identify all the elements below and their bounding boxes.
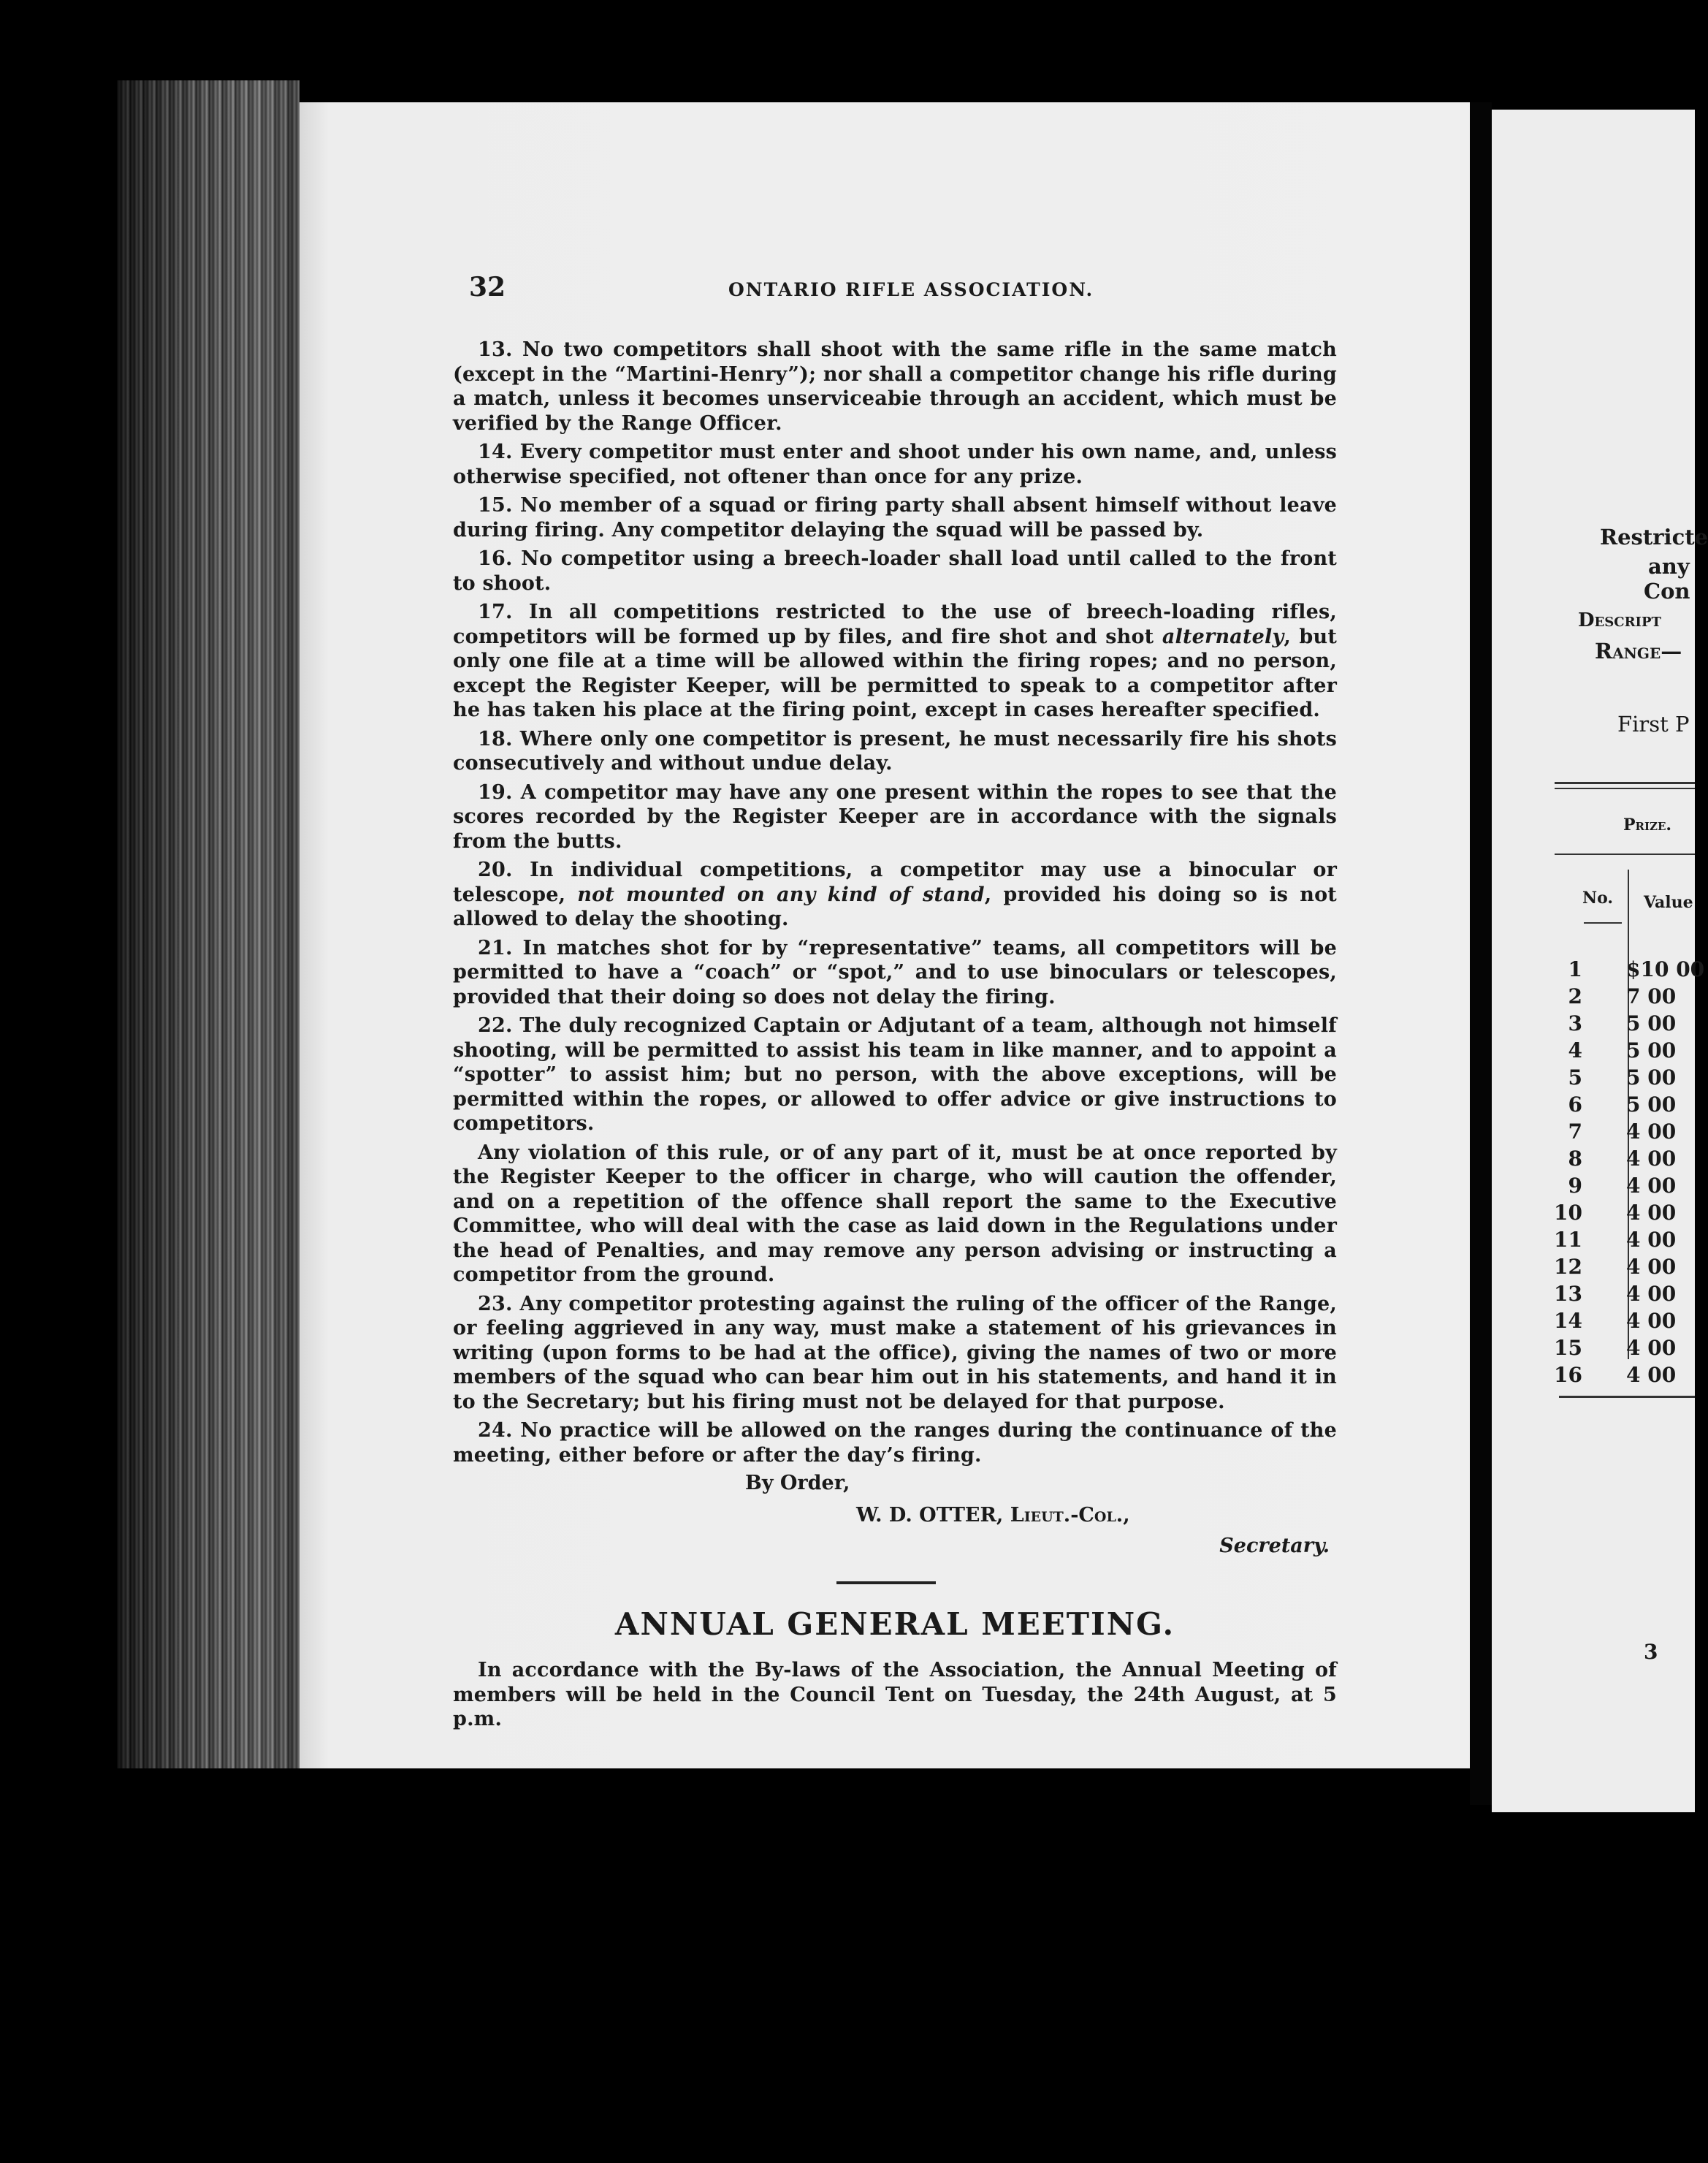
page-number: 32: [469, 272, 506, 303]
italic-phrase: not mounted on any kind of stand: [577, 883, 985, 906]
table-bottom-rule: [1559, 1396, 1695, 1398]
agm-text: In accordance with the By-laws of the Association, the Annual Meeting of members will be held in the Council Tent on Tuesday, the 24th August, at 5 p.m.: [453, 1659, 1337, 1730]
rule-paragraph: 18. Where only one competitor is present, he must necessarily fire his shots consecutively and without undue delay.: [453, 727, 1337, 775]
table-no-underline: [1584, 922, 1622, 924]
prize-number: 13: [1554, 1282, 1582, 1306]
prize-number: 9: [1568, 1174, 1582, 1198]
agm-heading: ANNUAL GENERAL MEETING.: [614, 1606, 1175, 1642]
prize-value: 5 00: [1626, 1038, 1677, 1063]
prize-value: 4 00: [1626, 1282, 1677, 1306]
right-fragment-description: Descript: [1578, 609, 1661, 631]
right-page-footer-number: 3: [1644, 1640, 1658, 1664]
rule-paragraph: 19. A competitor may have any one present within the ropes to see that the scores recorded by the Register Keeper are in accordance with the signals from the butts.: [453, 780, 1337, 853]
running-head: [469, 272, 1338, 308]
table-top-rule-2: [1555, 788, 1695, 789]
rule-paragraph: 24. No practice will be allowed on the ranges during the continuance of the meeting, either before or after the day’s firing.: [453, 1419, 1337, 1467]
rule-paragraph: 20. In individual competitions, a competitor may use a binocular or telescope, not mounted on any kind of stand, provided his doing so is not allowed to delay the shooting.: [453, 859, 1337, 930]
prize-header: Prize.: [1623, 816, 1672, 835]
prize-number: 14: [1554, 1309, 1582, 1333]
rule-paragraph: 16. No competitor using a breech-loader shall load until called to the front to shoot.: [453, 547, 1337, 595]
rule-paragraph: 17. In all competitions restricted to the use of breech-loading rifles, competitors will be formed up by files, and fire shot and shot alternately, but only one file at a time will be allowed within the firing ropes; and no person, except the Register Keeper, will be permitted to speak to a competitor after he has taken his place at the firing point, except in cases hereafter specified.: [453, 601, 1337, 721]
section-divider: [836, 1581, 936, 1584]
signer-name: W. D. OTTER,: [856, 1504, 1004, 1527]
signer-rank: Lieut.-Col.,: [1010, 1504, 1130, 1527]
prize-number: 12: [1554, 1255, 1582, 1279]
italic-phrase: alternately: [1162, 625, 1284, 648]
right-fragment-range: Range—: [1595, 639, 1682, 664]
prize-number: 1: [1568, 957, 1582, 981]
table-header-rule: [1555, 854, 1695, 855]
prize-value: 4 00: [1626, 1363, 1677, 1387]
prize-value: $10 00: [1626, 957, 1705, 981]
prize-value: 5 00: [1626, 1092, 1677, 1117]
col-value-header: Value: [1644, 893, 1693, 912]
signer: [856, 1504, 1130, 1527]
prize-number: 16: [1554, 1363, 1582, 1387]
prize-value: 4 00: [1626, 1255, 1677, 1279]
rule-paragraph: 22. The duly recognized Captain or Adjutant of a team, although not himself shooting, will be permitted to assist his team in like manner, and to appoint a “spotter” to assist him; but no person, with the above exceptions, will be permitted within the ropes, or allowed to offer advice or give instructions to competitors.: [453, 1014, 1337, 1135]
rule-paragraph: 13. No two competitors shall shoot with the same rifle in the same match (except in the “Martini-Henry”); nor shall a competitor change his rifle during a match, unless it becomes unserviceabie through an accident, which must be verified by the Range Officer.: [453, 338, 1337, 435]
prize-value: 4 00: [1626, 1201, 1677, 1225]
prize-value: 4 00: [1626, 1228, 1677, 1252]
prize-value: 4 00: [1626, 1147, 1677, 1171]
col-no-header: No.: [1582, 889, 1614, 908]
prize-number: 4: [1568, 1038, 1582, 1063]
header-title: ONTARIO RIFLE ASSOCIATION.: [728, 279, 1094, 300]
rule-paragraph: Any violation of this rule, or of any part of it, must be at once reported by the Register Keeper to the officer in charge, who will caution the offender, and on a repetition of the offence shall report the same to the Executive Committee, who will deal with the case as laid down in the Regulations under the head of Penalties, and may remove any person advising or instructing a competitor from the ground.: [453, 1141, 1337, 1286]
prize-number: 3: [1568, 1011, 1582, 1035]
prize-number: 15: [1554, 1336, 1582, 1360]
prize-value: 5 00: [1626, 1011, 1677, 1035]
right-fragment-restricted: Restricte: [1600, 525, 1708, 550]
rule-paragraph: 23. Any competitor protesting against the ruling of the officer of the Range, or feeling aggrieved in any way, must make a statement of his grievances in writing (upon forms to be had at the office), giving the names of two or more members of the squad who can bear him out in his statements, and hand it in to the Secretary; but his firing must not be delayed for that purpose.: [453, 1292, 1337, 1413]
prize-value: 4 00: [1626, 1336, 1677, 1360]
right-fragment-any: any: [1648, 554, 1690, 579]
page-body: [453, 338, 1337, 1736]
prize-number: 7: [1568, 1119, 1582, 1144]
rule-paragraph: 14. Every competitor must enter and shoot under his own name, and, unless otherwise specified, not oftener than once for any prize.: [453, 441, 1337, 488]
rule-paragraph: 15. No member of a squad or firing party shall absent himself without leave during firing. Any competitor delaying the squad will be passed by.: [453, 494, 1337, 541]
prize-value: 5 00: [1626, 1065, 1677, 1090]
table-top-rule: [1555, 782, 1695, 784]
right-fragment-con: Con: [1644, 579, 1690, 604]
rule-paragraph: 21. In matches shot for by “representative” teams, all competitors will be permitted to have a “coach” or “spot,” and to use binoculars or telescopes, provided that their doing so does not delay the firing.: [453, 936, 1337, 1008]
signoff: [453, 1472, 1337, 1574]
prize-value: 7 00: [1626, 984, 1677, 1008]
prize-number: 5: [1568, 1065, 1582, 1090]
page-edges: [117, 80, 300, 1768]
prize-number: 8: [1568, 1147, 1582, 1171]
prize-value: 4 00: [1626, 1309, 1677, 1333]
prize-number: 11: [1554, 1228, 1582, 1252]
prize-number: 2: [1568, 984, 1582, 1008]
by-order: By Order,: [745, 1472, 850, 1494]
right-fragment-first: First P: [1617, 712, 1690, 737]
rules-list: [453, 338, 1337, 1467]
prize-value: 4 00: [1626, 1174, 1677, 1198]
signer-role: Secretary.: [1219, 1535, 1330, 1557]
prize-number: 10: [1554, 1201, 1582, 1225]
book-gutter: [1470, 102, 1492, 1805]
prize-value: 4 00: [1626, 1119, 1677, 1144]
prize-number: 6: [1568, 1092, 1582, 1117]
